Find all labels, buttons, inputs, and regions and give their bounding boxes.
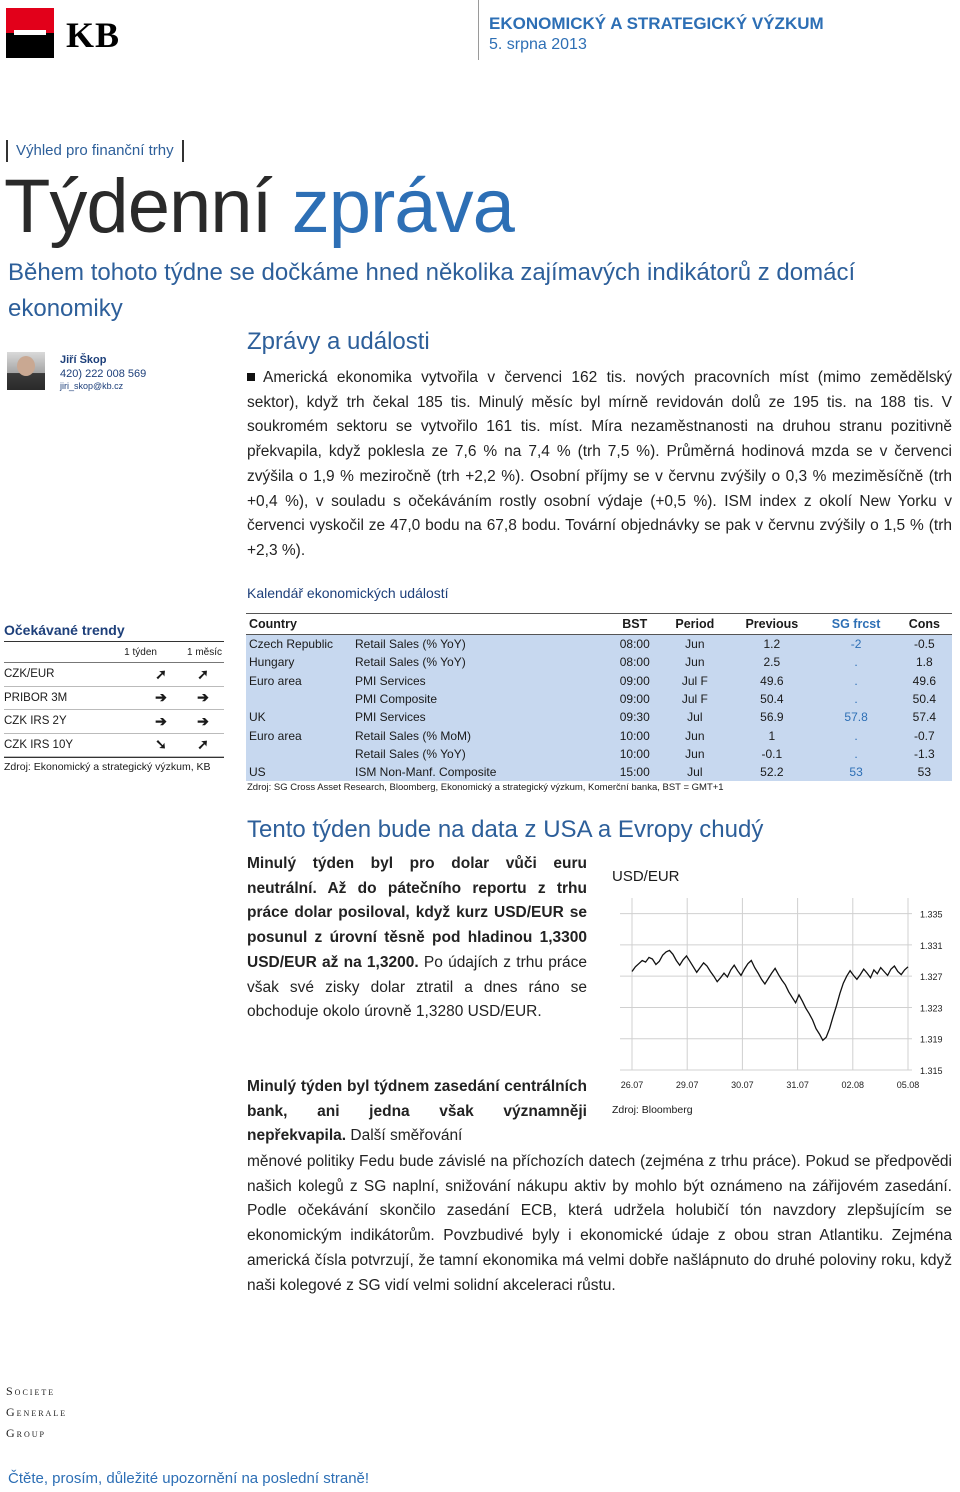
y-tick-label: 1.315: [920, 1066, 943, 1076]
cell-sg-forecast: .: [816, 745, 897, 763]
cell-consensus: 53: [897, 763, 952, 781]
cell-sg-forecast: .: [816, 653, 897, 671]
trend-row: [4, 687, 224, 711]
cell-bst: 08:00: [608, 653, 662, 671]
calendar-row: [246, 690, 952, 708]
news-heading: Zprávy a události: [247, 328, 430, 355]
calendar-row: [246, 745, 952, 763]
section-tag: Výhled pro finanční trhy: [6, 140, 184, 162]
p1-rest: Po údajích z trhu práce však své zisky dolar ztratil a dnes ráno se obchoduje okolo úrovně 1,3280 USD/EUR.: [247, 953, 587, 1021]
cell-bst: 09:00: [608, 672, 662, 690]
cell-country: [246, 745, 352, 763]
cell-period: Jul: [662, 763, 729, 781]
cell-indicator: Retail Sales (% YoY): [352, 745, 608, 763]
cell-indicator: PMI Composite: [352, 690, 608, 708]
cell-indicator: Retail Sales (% MoM): [352, 726, 608, 744]
cell-period: Jul F: [662, 690, 729, 708]
calendar-header-row: [246, 614, 952, 635]
cell-previous: -0.1: [728, 745, 815, 763]
cell-indicator: PMI Services: [352, 708, 608, 726]
cell-previous: 2.5: [728, 653, 815, 671]
cell-previous: 50.4: [728, 690, 815, 708]
trends-title: Očekávané trendy: [4, 622, 224, 642]
series-line-usd-eur: [632, 950, 908, 1040]
y-tick-label: 1.331: [920, 940, 943, 951]
cell-sg-forecast: .: [816, 726, 897, 744]
cell-consensus: 1.8: [897, 653, 952, 671]
cell-country: US: [246, 763, 352, 781]
cell-indicator: ISM Non-Manf. Composite: [352, 763, 608, 781]
article-heading: Tento týden bude na data z USA a Evropy chudý: [247, 816, 764, 843]
x-tick-label: 02.08: [841, 1080, 865, 1090]
chart-title: USD/EUR: [612, 868, 680, 885]
cell-country: UK: [246, 708, 352, 726]
x-tick-label: 30.07: [731, 1080, 754, 1090]
trend-up-right-icon: ➚: [155, 665, 167, 682]
author-email[interactable]: jiri_skop@kb.cz: [60, 381, 124, 391]
cell-sg-forecast: -2: [816, 635, 897, 654]
title-part-1: Týdenní: [4, 164, 272, 249]
trend-row: [4, 710, 224, 734]
y-tick-label: 1.335: [920, 909, 943, 920]
trend-right-icon: ➔: [155, 712, 167, 729]
article-paragraph-2-cont: měnové politiky Fedu bude závislé na příchozích datech (zejména z trhu práce). Pokud se předpovědi našich kolegů z SG naplní, snižování nákupu aktiv by mohlo být oznámeno na zářijovém zasedání. Podle očekávání skončilo zasedání ECB, která udržela holubičí tón navzdory zlepšujícím se ekonomickým indikátorům. Povzbudivé byly i ekonomické údaje z obou stran Atlantiku. Zejména americká čísla potvrzují, že tamní ekonomika má velmi dobře našlápnuto do druhé poloviny roku, když naši kolegové z SG vidí velmi solidní akceleraci růstu.: [247, 1153, 952, 1294]
cell-bst: 10:00: [608, 726, 662, 744]
cell-consensus: 50.4: [897, 690, 952, 708]
sg-logo-line-3: Group: [6, 1426, 47, 1440]
cell-indicator: Retail Sales (% YoY): [352, 653, 608, 671]
cell-period: Jun: [662, 745, 729, 763]
department-title: EKONOMICKÝ A STRATEGICKÝ VÝZKUM: [489, 14, 824, 33]
trend-label: CZK IRS 2Y: [4, 715, 67, 728]
expected-trends-table: [4, 622, 224, 773]
trend-right-icon: ➔: [197, 689, 209, 706]
cell-bst: 09:00: [608, 690, 662, 708]
kb-logo-bar: [14, 30, 46, 35]
col-period: Period: [662, 614, 729, 635]
cell-period: Jul F: [662, 672, 729, 690]
author-name: Jiří Škop: [60, 354, 107, 366]
cell-sg-forecast: 57.8: [816, 708, 897, 726]
x-tick-label: 05.08: [896, 1080, 920, 1090]
x-tick-label: 31.07: [786, 1080, 809, 1090]
article-paragraph-1: [247, 852, 587, 1025]
trend-down-right-icon: ➘: [155, 736, 167, 753]
report-date: 5. srpna 2013: [489, 36, 587, 53]
trend-label: PRIBOR 3M: [4, 691, 68, 704]
cell-period: Jun: [662, 726, 729, 744]
y-tick-label: 1.319: [920, 1034, 943, 1045]
cell-consensus: -1.3: [897, 745, 952, 763]
kb-logo-text: KB: [66, 15, 121, 55]
col-previous: Previous: [728, 614, 815, 635]
disclaimer-link[interactable]: Čtěte, prosím, důležité upozornění na poslední straně!: [8, 1470, 370, 1487]
calendar-source: Zdroj: SG Cross Asset Research, Bloomberg, Ekonomický a strategický výzkum, Komerční banka, BST = GMT+1: [247, 782, 724, 793]
sg-logo-line-1: Societe: [6, 1384, 56, 1398]
cell-consensus: 57.4: [897, 708, 952, 726]
cell-consensus: -0.7: [897, 726, 952, 744]
author-phone: 420) 222 008 569: [60, 368, 147, 380]
news-text: Americká ekonomika vytvořila v červenci 162 tis. nových pracovních míst (mimo zemědělský sektor), když trh čekal 185 tis. Minulý měsíc byl mírně revidován dolů ze 195 tis. na 188 tis. V soukromém sektoru se vytvořilo 161 tis. míst. Míra nezaměstnanosti na druhou stranu pozitivně překvapila, když poklesla ze 7,6 % na 7,4 % (trh 7,5 %). Průměrná hodinová mzda se v červenci zvýšila o 1,9 % meziročně (trh +2,2 %). Osobní příjmy se v červnu zvýšily o 0,3 % meziměsíčně (trh +0,4 %), v souladu s očekáváním rostly osobní výdaje (+0,5 %). ISM index z okolí New Yorku v červenci vyskočil ze 47,0 bodu na 67,8 bodu. Tovární objednávky se pak v červnu zvýšily o 1,5 % (trh +2,3 %).: [247, 369, 952, 559]
cell-previous: 1: [728, 726, 815, 744]
cell-country: [246, 690, 352, 708]
cell-bst: 15:00: [608, 763, 662, 781]
cell-previous: 52.2: [728, 763, 815, 781]
news-item: [247, 366, 952, 564]
col-sg-forecast: SG frcst: [816, 614, 897, 635]
cell-consensus: 49.6: [897, 672, 952, 690]
trends-source: Zdroj: Ekonomický a strategický výzkum, KB: [4, 757, 224, 773]
cell-previous: 1.2: [728, 635, 815, 654]
cell-sg-forecast: .: [816, 690, 897, 708]
calendar-row: [246, 635, 952, 654]
trend-right-icon: ➔: [197, 712, 209, 729]
cell-period: Jun: [662, 653, 729, 671]
calendar-row: [246, 672, 952, 690]
cell-previous: 49.6: [728, 672, 815, 690]
y-tick-label: 1.323: [920, 1003, 943, 1014]
p2-rest-a: Další směřování: [346, 1127, 463, 1145]
cell-country: Euro area: [246, 726, 352, 744]
title-part-2: zpráva: [291, 164, 514, 249]
cell-bst: 08:00: [608, 635, 662, 654]
calendar-caption: Kalendář ekonomických událostí: [247, 585, 449, 601]
trends-header: [4, 642, 224, 663]
col-bst: BST: [608, 614, 662, 635]
x-tick-label: 26.07: [620, 1080, 644, 1090]
cell-bst: 09:30: [608, 708, 662, 726]
calendar-row: [246, 726, 952, 744]
cell-consensus: -0.5: [897, 635, 952, 654]
x-tick-label: 29.07: [675, 1080, 699, 1090]
trends-col-month: 1 měsíc: [186, 647, 222, 658]
chart-source: Zdroj: Bloomberg: [612, 1104, 693, 1116]
usd-eur-chart: [612, 890, 960, 1100]
cell-indicator: PMI Services: [352, 672, 608, 690]
trend-row: [4, 663, 224, 687]
p1-bold: Minulý týden byl pro dolar vůči euru neutrální. Až do pátečního reportu z trhu práce dolar posiloval, když kurz USD/EUR se posunul z úrovní těsně pod hladinou 1,3300 USD/EUR až na 1,3200.: [247, 855, 587, 971]
cell-indicator: Retail Sales (% YoY): [352, 635, 608, 654]
page-subtitle: Během tohoto týdne se dočkáme hned několika zajímavých indikátorů z domácí ekonomiky: [8, 259, 856, 322]
cell-country: Hungary: [246, 653, 352, 671]
article-paragraph-2: [247, 1075, 587, 1149]
cell-sg-forecast: .: [816, 672, 897, 690]
calendar-row: [246, 653, 952, 671]
cell-previous: 56.9: [728, 708, 815, 726]
trend-row: [4, 734, 224, 758]
trend-up-right-icon: ➚: [197, 665, 209, 682]
col-country: Country: [246, 614, 352, 635]
y-tick-label: 1.327: [920, 972, 943, 983]
cell-period: Jul: [662, 708, 729, 726]
p2-bold: Minulý týden byl týdnem zasedání centrálních bank, ani jedna však významněji nepřekvapila.: [247, 1078, 587, 1145]
header-divider: [478, 0, 479, 60]
col-indicator: [352, 614, 608, 635]
cell-country: Euro area: [246, 672, 352, 690]
trends-col-week: 1 týden: [124, 647, 157, 658]
cell-period: Jun: [662, 635, 729, 654]
author-photo-face: [17, 356, 35, 376]
calendar-row: [246, 708, 952, 726]
sg-logo-line-2: Generale: [6, 1405, 68, 1419]
trend-label: CZK IRS 10Y: [4, 738, 74, 751]
calendar-row: [246, 763, 952, 781]
cell-bst: 10:00: [608, 745, 662, 763]
calendar-table: [246, 613, 952, 781]
page-title: [4, 163, 514, 250]
trend-up-right-icon: ➚: [197, 736, 209, 753]
col-consensus: Cons: [897, 614, 952, 635]
trend-label: CZK/EUR: [4, 668, 55, 681]
cell-sg-forecast: 53: [816, 763, 897, 781]
cell-country: Czech Republic: [246, 635, 352, 654]
trend-right-icon: ➔: [155, 689, 167, 706]
bullet-icon: [247, 373, 255, 381]
